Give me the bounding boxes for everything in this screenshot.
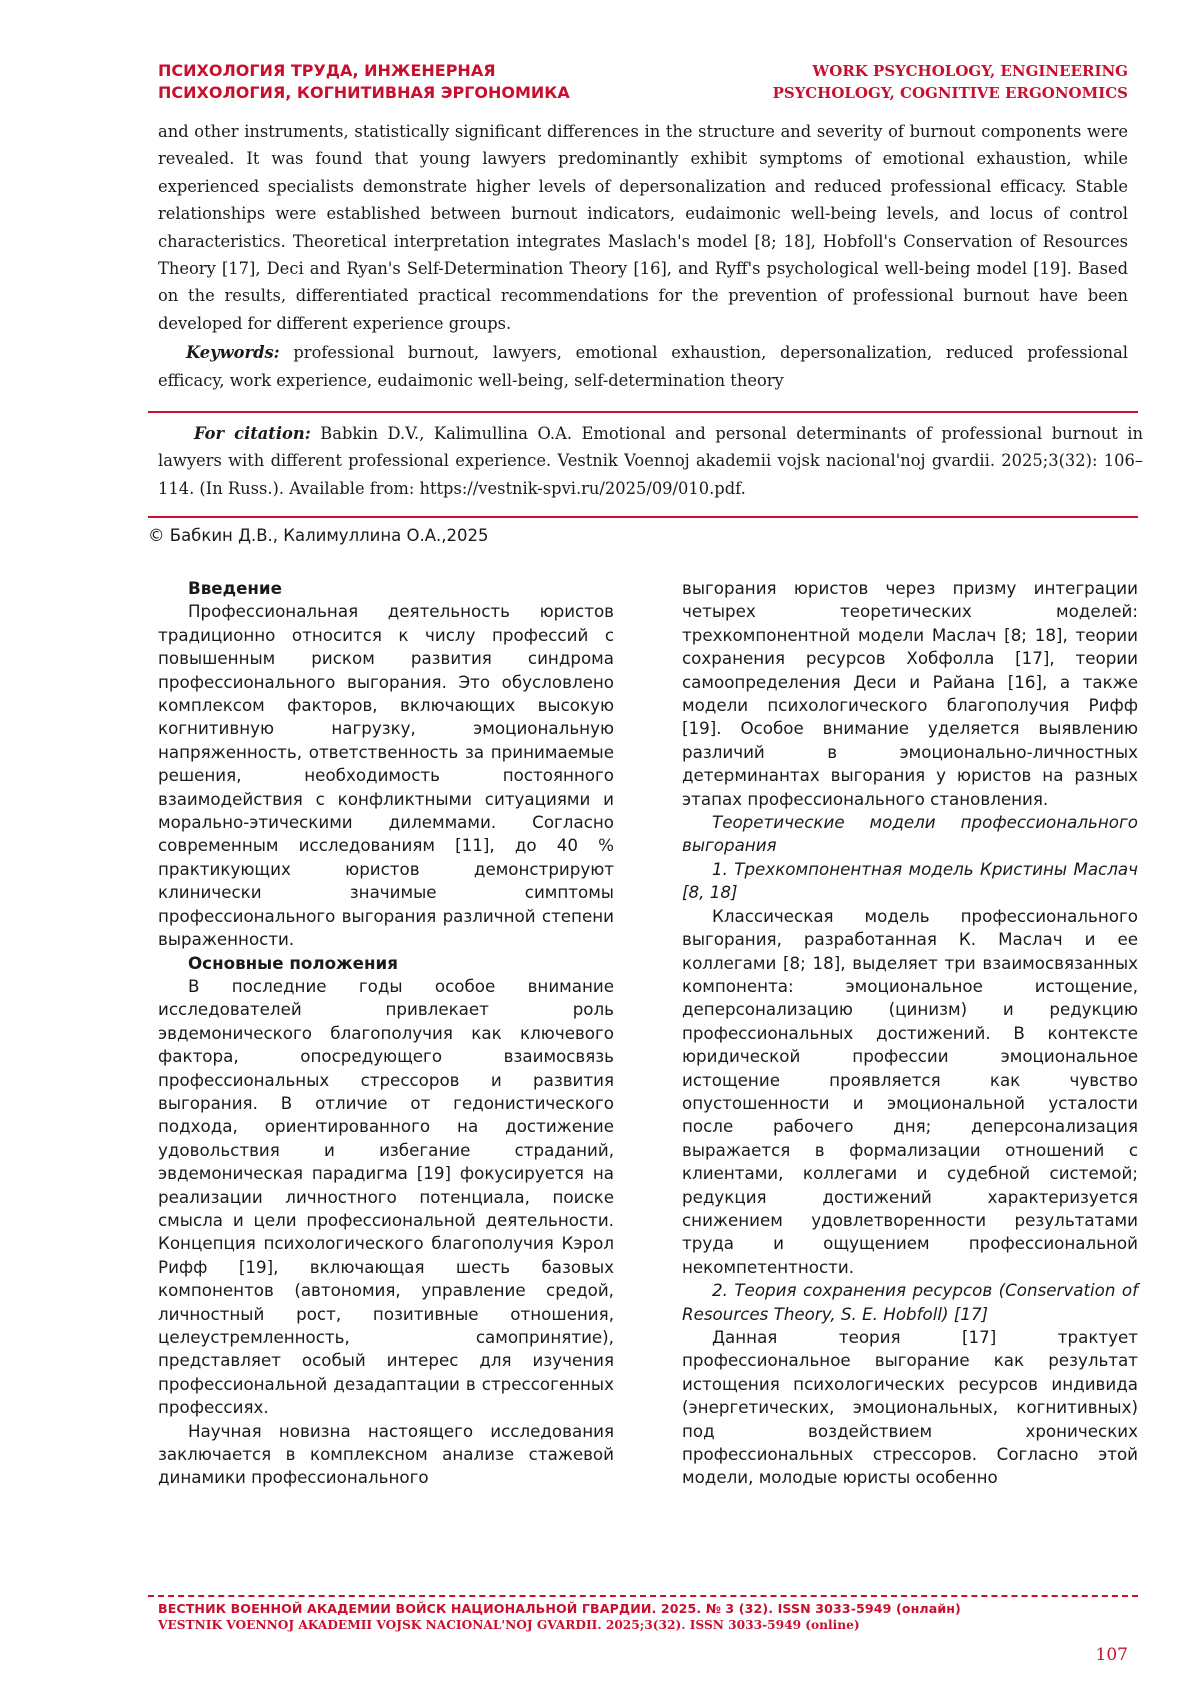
journal-section-ru (158, 60, 608, 104)
section-en-line1: WORK PSYCHOLOGY, ENGINEERING (812, 62, 1128, 80)
footer-journal-en: VESTNIK VOENNOJ AKADEMII VOJSK NACIONAL'NOJ GVARDII. 2025;3(32). ISSN 3033-5949 (online) (158, 1618, 860, 1632)
journal-section-en (608, 60, 1128, 104)
paragraph: выгорания юристов через призму интеграции четырех теоретических моделей: трехкомпонентной модели Маслач [8; 18], теории сохранения ресурсов Хобфолла [17], теории самоопределения Деси и Райана [16], а также модели психологического благополучия Рифф [19]. Особое внимание уделяется выявлению различий в эмоционально-личностных детерминантах выгорания у юристов на разных этапах профессионального становления. (682, 578, 1138, 809)
citation-label: For citation: (194, 424, 311, 443)
copyright: © Бабкин Д.В., Калимуллина О.А.,2025 (148, 526, 489, 545)
subheading-theory: Теоретические модели профессионального выгорания (682, 812, 1138, 856)
paragraph: Научная новизна настоящего исследования заключается в комплексном анализе стажевой динамики профессионального (158, 1420, 614, 1488)
heading-main-points: Основные положения (188, 952, 398, 973)
subheading-model-2: 2. Теория сохранения ресурсов (Conservation of Resources Theory, S. E. Hobfoll) [17] (682, 1280, 1138, 1324)
abstract-text: and other instruments, statistically significant differences in the structure and severity of burnout components were revealed. It was found that young lawyers predominantly exhibit symptoms of emotional exhaustion, while experienced specialists demonstrate higher levels of depersonalization and reduced professional efficacy. Stable relationships were established between burnout indicators, eudaimonic well-being levels, and locus of control characteristics. Theoretical interpretation integrates Maslach's model [8; 18], Hobfoll's Conservation of Resources Theory [17], Deci and Ryan's Self-Determination Theory [16], and Ryff's psychological well-being model [19]. Based on the results, differentiated practical recommendations for the prevention of professional burnout have been developed for different experience groups. (158, 122, 1128, 333)
paragraph: Классическая модель профессионального выгорания, разработанная К. Маслач и ее коллегами [8; 18], выделяет три взаимосвязанных компонента: эмоциональное истощение, деперсонализацию (цинизм) и редукцию профессиональных достижений. В контексте юридической профессии эмоциональное истощение проявляется как чувство опустошенности и эмоциональной усталости после рабочего дня; деперсонализация выражается в формализации отношений с клиентами, коллегами и судебной системой; редукция достижений характеризуется снижением удовлетворенности результатами труда и ощущением профессиональной некомпетентности. (682, 905, 1138, 1277)
heading-introduction: Введение (188, 578, 282, 598)
section-ru-line2: ПСИХОЛОГИЯ, КОГНИТИВНАЯ ЭРГОНОМИКА (158, 83, 570, 102)
citation-text: Babkin D.V., Kalimullina O.A. Emotional and personal determinants of professional burnout in lawyers with different professional experience. Vestnik Voennoj akademii vojsk nacional'noj gvardii. 2025;3(32): 106–114. (In Russ.). Available from: https://vestnik-spvi.ru/2025/09/010.pdf. (158, 424, 1143, 498)
abstract (158, 118, 1128, 394)
bottom-divider (148, 516, 1138, 518)
keywords (158, 339, 1128, 394)
section-en-line2: PSYCHOLOGY, COGNITIVE ERGONOMICS (772, 84, 1128, 102)
paragraph: В последние годы особое внимание исследователей привлекает роль эвдемонического благополучия как ключевого фактора, опосредующего взаимосвязь профессиональных стрессоров и развития выгорания. В отличие от гедонистического подхода, ориентированного на достижение удовольствия и избегание страданий, эвдемоническая парадигма [19] фокусируется на реализации личностного потенциала, поиске смысла и цели профессиональной деятельности. Концепция психологического благополучия Кэрол Рифф [19], включающая шесть базовых компонентов (автономия, управление средой, личностный рост, позитивные отношения, целеустремленность, самопринятие), представляет особый интерес для изучения профессиональной дезадаптации в стрессогенных профессиях. (158, 975, 614, 1418)
keywords-text: professional burnout, lawyers, emotional exhaustion, depersonalization, reduced professional efficacy, work experience, eudaimonic well-being, self-determination theory (158, 343, 1128, 390)
footer-journal-ru: ВЕСТНИК ВОЕННОЙ АКАДЕМИИ ВОЙСК НАЦИОНАЛЬНОЙ ГВАРДИИ. 2025. № 3 (32). ISSN 3033-5949 (онлайн) (158, 1601, 961, 1616)
subheading-model-1: 1. Трехкомпонентная модель Кристины Маслач [8, 18] (682, 858, 1138, 903)
paragraph: Профессиональная деятельность юристов традиционно относится к числу профессий с повышенным риском развития синдрома профессионального выгорания. Это обусловлено комплексом факторов, включающих высокую когнитивную нагрузку, эмоциональную напряженность, ответственность за принимаемые решения, необходимость постоянного взаимодействия с конфликтными ситуациями и морально-этическими дилеммами. Согласно современным исследованиям [11], до 40 % практикующих юристов демонстрируют клинически значимые симптомы профессионального выгорания различной степени выраженности. (158, 601, 614, 950)
keywords-label: Keywords: (186, 343, 280, 363)
footer-divider (148, 1595, 1138, 1597)
section-ru-line1: ПСИХОЛОГИЯ ТРУДА, ИНЖЕНЕРНАЯ (158, 61, 496, 80)
citation (158, 420, 1143, 502)
page-number: 107 (1095, 1645, 1128, 1665)
top-divider (148, 411, 1138, 413)
left-column (158, 577, 614, 1490)
paragraph: Данная теория [17] трактует профессиональное выгорание как результат истощения психологических ресурсов индивида (энергетических, эмоциональных, когнитивных) под воздействием хронических профессиональных стрессоров. Согласно этой модели, молодые юристы особенно (682, 1327, 1138, 1488)
right-column (682, 577, 1138, 1490)
